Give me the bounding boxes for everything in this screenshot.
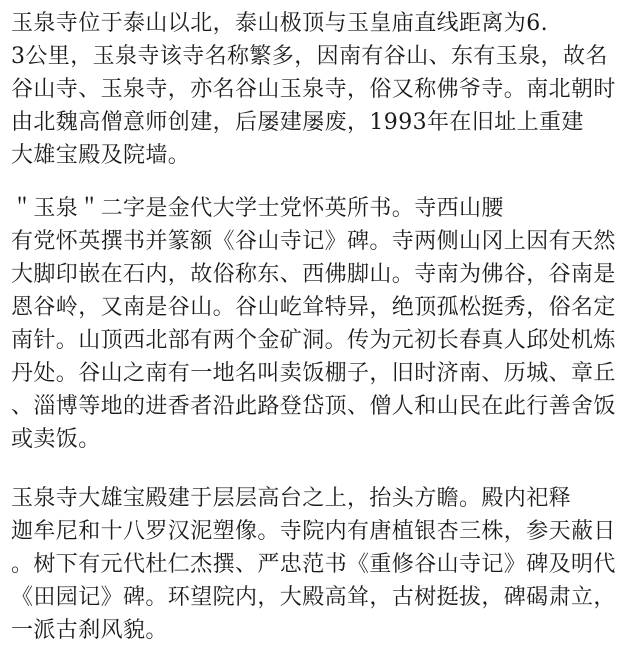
paragraph-3-line-5: 一派古刹风貌。 (11, 618, 168, 643)
paragraph-1-line-2: 3公里，玉泉寺该寺名称繁多，因南有谷山、东有玉泉，故名 (11, 44, 608, 69)
paragraph-3-line-4: 《田园记》碑。环望院内，大殿高耸，古树挺拔，碑碣肃立， (11, 585, 616, 610)
paragraph-2-line-1: ＂玉泉＂二字是金代大学士党怀英所书。寺西山腰 (11, 196, 504, 221)
paragraph-2-line-4: 恩谷岭，又南是谷山。谷山屹耸特异，绝顶孤松挺秀，俗名定 (11, 295, 616, 320)
paragraph-3-line-1: 玉泉寺大雄宝殿建于层层高台之上，抬头方瞻。殿内祀释 (11, 486, 572, 511)
paragraph-3-line-3: 。树下有元代杜仁杰撰、严忠范书《重修谷山寺记》碑及明代 (11, 552, 616, 577)
paragraph-2-line-8: 或卖饭。 (11, 427, 101, 452)
paragraph-2-line-2: 有党怀英撰书并篆额《谷山寺记》碑。寺两侧山冈上因有天然 (11, 229, 616, 254)
paragraph-1-line-3: 谷山寺、玉泉寺，亦名谷山玉泉寺，俗又称佛爷寺。南北朝时 (11, 77, 616, 102)
paragraph-3-line-2: 迦牟尼和十八罗汉泥塑像。寺院内有唐植银杏三株，参天蔽日 (11, 519, 616, 544)
paragraph-2-line-5: 南针。山顶西北部有两个金矿洞。传为元初长春真人邱处机炼 (11, 328, 616, 353)
paragraph-1-line-4: 由北魏高僧意师创建，后屡建屡废，1993年在旧址上重建 (11, 110, 584, 135)
paragraph-2-line-3: 大脚印嵌在石内，故俗称东、西佛脚山。寺南为佛谷，谷南是 (11, 262, 616, 287)
paragraph-1-line-5: 大雄宝殿及院墙。 (11, 143, 191, 168)
paragraph-2-line-6: 丹处。谷山之南有一地名叫卖饭棚子，旧时济南、历城、章丘 (11, 361, 616, 386)
paragraph-2-line-7: 、淄博等地的进香者沿此路登岱顶、僧人和山民在此行善舍饭 (11, 394, 616, 419)
paragraph-1-line-1: 玉泉寺位于泰山以北，泰山极顶与玉皇庙直线距离为6. (11, 11, 548, 36)
